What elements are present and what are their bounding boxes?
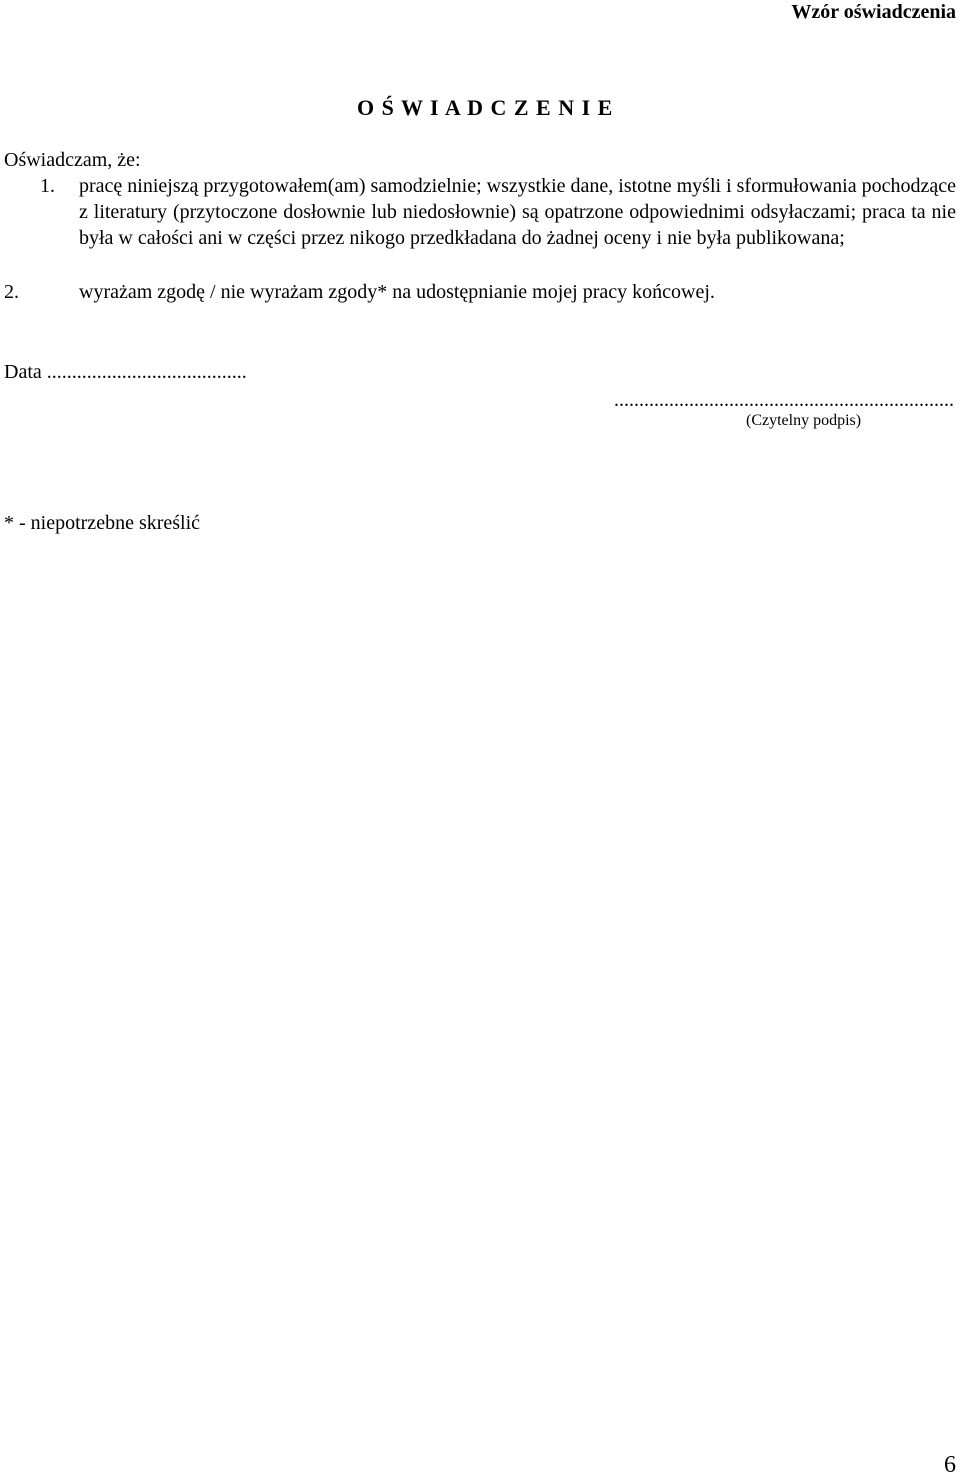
date-field-line: Data ........................................: [4, 361, 247, 383]
intro-text: Oświadczam, że:: [4, 149, 141, 171]
list-item-number: 2.: [4, 281, 19, 303]
list-item-text: wyrażam zgodę / nie wyrażam zgody* na udostępnianie mojej pracy końcowej.: [79, 281, 715, 303]
page-number: 6: [944, 1452, 956, 1478]
list-item-number: 1.: [40, 175, 55, 197]
footnote: * - niepotrzebne skreślić: [4, 512, 201, 534]
header-label: Wzór oświadczenia: [791, 1, 956, 23]
signature-line: ....................................................................: [614, 389, 954, 411]
document-title: O Ś W I A D C Z E N I E: [357, 95, 614, 120]
list-item-text: pracę niniejszą przygotowałem(am) samodzielnie; wszystkie dane, istotne myśli i sformułowania pochodzące z literatury (przytoczone dosłownie lub niedosłownie) są opatrzone odpowiednimi odsyłaczami; praca ta nie była w całości ani w części przez nikogo przedkładana do żadnej oceny i nie była publikowana;: [79, 175, 956, 249]
signature-caption: (Czytelny podpis): [746, 412, 862, 429]
